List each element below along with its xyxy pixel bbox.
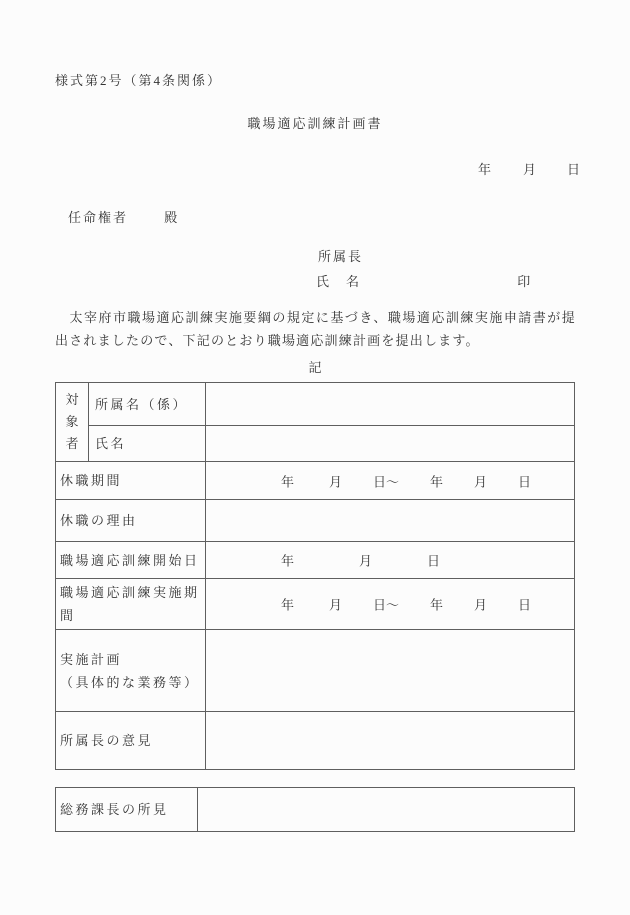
main-table [55, 382, 575, 770]
year-label: 年 [281, 597, 295, 613]
page-title: 職場適応訓練計画書 [247, 116, 383, 131]
affiliation-value-cell [206, 383, 575, 426]
day-label: 日 [427, 553, 441, 569]
implementation-plan-label-line2: （具体的な業務等） [60, 674, 200, 690]
month-label: 月 [329, 597, 343, 613]
year-label: 年 [281, 474, 295, 489]
month-label: 月 [329, 474, 343, 489]
signer-name-line [316, 271, 532, 290]
training-start-date-cell [206, 542, 575, 579]
addressee-label: 任命権者 [68, 210, 129, 225]
remarks-table [55, 787, 575, 832]
month-label: 月 [523, 162, 537, 177]
name-row-label: 氏名 [89, 426, 206, 462]
general-affairs-chief-remarks-label: 総務課長の所見 [56, 788, 198, 832]
supervisor-opinion-label: 所属長の意見 [56, 712, 206, 770]
year-label: 年 [430, 474, 444, 489]
leave-reason-label: 休職の理由 [56, 500, 206, 542]
general-affairs-chief-remarks-cell [198, 788, 575, 832]
implementation-plan-label [56, 630, 206, 712]
subject-group-label [56, 383, 89, 462]
day-label: 日 [518, 474, 532, 489]
supervisor-opinion-value-cell [206, 712, 575, 770]
body-paragraph: 太宰府市職場適応訓練実施要綱の規定に基づき、職場適応訓練実施申請書が提出されましたので、下記のとおり職場適応訓練計画を提出します。 [55, 310, 576, 348]
affiliation-label: 所属名（係） [89, 383, 206, 426]
year-label: 年 [478, 162, 492, 177]
implementation-plan-label-line1: 実施計画 [60, 651, 123, 667]
implementation-plan-value-cell [206, 630, 575, 712]
month-label: 月 [474, 474, 488, 489]
leave-reason-value-cell [206, 500, 575, 542]
day-label: 日 [567, 162, 581, 177]
month-label: 月 [359, 553, 373, 569]
training-period-date-cell [206, 579, 575, 630]
year-label: 年 [281, 553, 295, 569]
form-number: 様式第2号（第4条関係） [55, 73, 223, 88]
name-label: 氏 名 [316, 274, 362, 289]
subject-char-2: 象 [65, 414, 79, 429]
signer-title: 所属長 [318, 249, 364, 264]
year-label: 年 [430, 597, 444, 613]
subject-char-3: 者 [65, 436, 79, 451]
day-tilde-label: 日～ [373, 597, 400, 613]
leave-period-label: 休職期間 [56, 462, 206, 500]
day-tilde-label: 日～ [373, 474, 400, 489]
addressee-line [68, 207, 179, 226]
record-marker: 記 [308, 360, 322, 375]
date-line [0, 159, 630, 177]
training-start-date-label: 職場適応訓練開始日 [56, 542, 206, 579]
leave-period-date-cell [206, 462, 575, 500]
seal-label: 印 [517, 274, 533, 289]
subject-char-1: 対 [65, 392, 79, 407]
month-label: 月 [474, 597, 488, 613]
name-value-cell [206, 426, 575, 462]
training-period-label: 職場適応訓練実施期間 [56, 579, 206, 630]
day-label: 日 [518, 597, 532, 613]
honorific-label: 殿 [164, 210, 180, 225]
